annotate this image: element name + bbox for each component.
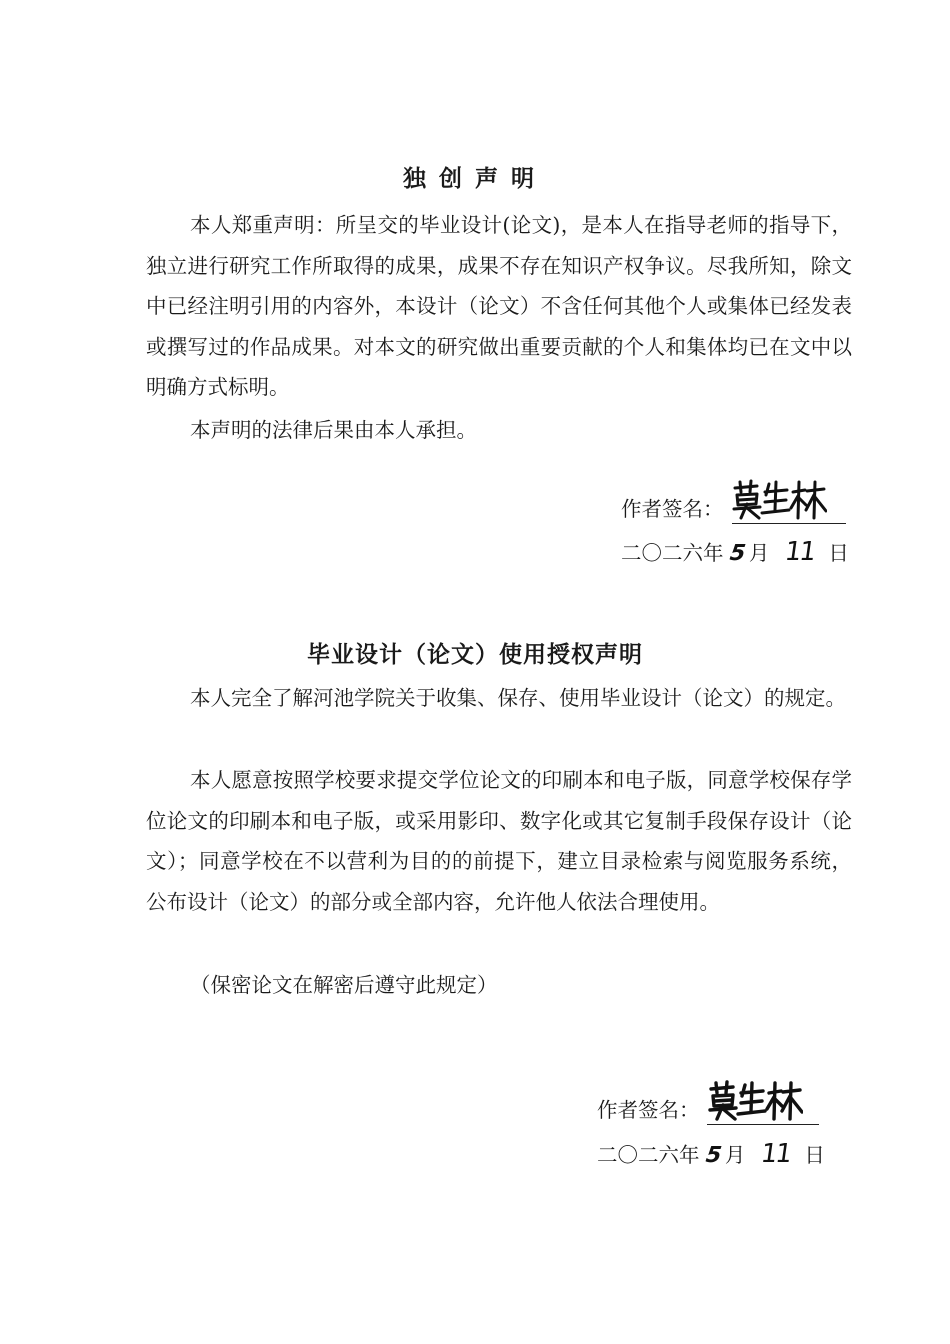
- date-day-handwritten: 11: [759, 1139, 793, 1169]
- date-day-unit: 日: [804, 1143, 825, 1167]
- declaration-paragraph: 本声明的法律后果由本人承担。: [190, 418, 477, 442]
- date-month-handwritten: 5: [727, 541, 747, 566]
- authorization-paragraph: 本人完全了解河池学院关于收集、保存、使用毕业设计（论文）的规定。: [190, 686, 846, 710]
- authorization-signature-row: [597, 1081, 823, 1125]
- authorization-title: 毕业设计（论文）使用授权声明: [307, 642, 643, 668]
- date-month-unit: 月: [724, 1143, 746, 1167]
- authorization-paragraph: 本人愿意按照学校要求提交学位论文的印刷本和电子版，同意学校保存学位论文的印刷本和电子版，或采用影印、数字化或其它复制手段保存设计（论文）；同意学校在不以营利为目的的前提下，建立目录检索与阅览服务系统，公布设计（论文）的部分或全部内容，允许他人依法合理使用。: [146, 768, 852, 914]
- date-month-unit: 月: [748, 541, 770, 565]
- signature-line: [732, 523, 846, 524]
- date-year-unit: 年: [679, 1143, 700, 1167]
- authorization-note: （保密论文在解密后遵守此规定）: [190, 973, 498, 997]
- date-year: 二〇二六: [597, 1143, 679, 1167]
- authorization-date: [597, 1138, 825, 1169]
- signature-line: [707, 1124, 819, 1125]
- date-year: 二〇二六: [621, 541, 703, 565]
- declaration-date: [621, 536, 849, 567]
- declaration-signature-row: [621, 480, 847, 524]
- date-day-handwritten: 11: [783, 537, 817, 567]
- signature-label: 作者签名：: [621, 497, 724, 521]
- date-month-handwritten: 5: [703, 1143, 723, 1168]
- declaration-title: 独创声明: [403, 166, 547, 192]
- date-year-unit: 年: [703, 541, 724, 565]
- signature-label: 作者签名：: [597, 1098, 700, 1122]
- date-day-unit: 日: [828, 541, 849, 565]
- declaration-paragraph: 本人郑重声明：所呈交的毕业设计(论文)，是本人在指导老师的指导下，独立进行研究工作所取得的成果，成果不存在知识产权争议。尽我所知，除文中已经注明引用的内容外，本设计（论文）不含任何其他个人或集体已经发表或撰写过的作品成果。对本文的研究做出重要贡献的个人和集体均已在文中以明确方式标明。: [146, 213, 852, 399]
- handwritten-signature: [731, 478, 827, 522]
- handwritten-signature: [707, 1079, 803, 1123]
